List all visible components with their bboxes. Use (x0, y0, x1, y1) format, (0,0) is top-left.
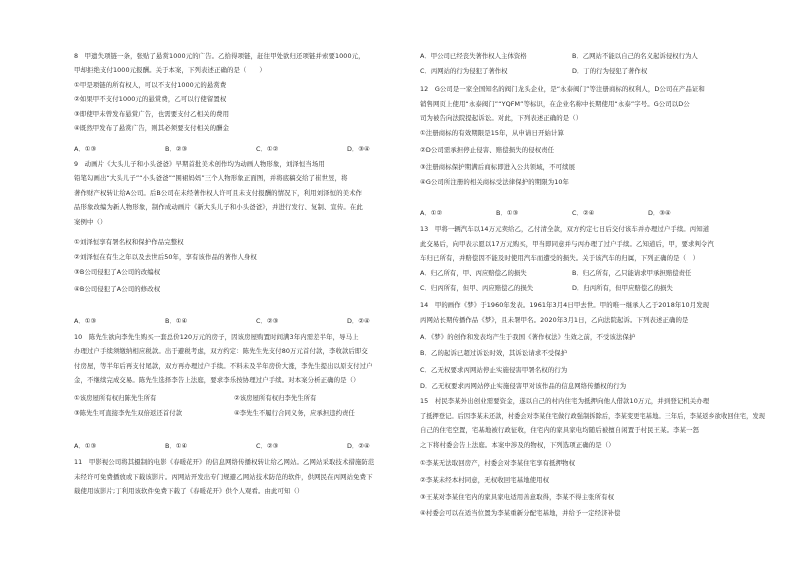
q10-stem-line-3: 付房屋，等半年后再支付尾款，双方再办理过户手续。不料未及半年房价大涨，李先生提出以原支付过户 (74, 362, 373, 370)
q9-statement-1: ①刘泽恒享有署名权和保护作品完整权 (74, 238, 184, 246)
q9-stem-line-5: 案例中（） (74, 218, 107, 226)
q15-statement-3: ③王某对李某住宅内的家具家电适用善意取得，李某不得主张所有权 (420, 493, 615, 501)
q12-options (420, 209, 765, 217)
q8-option-b[interactable]: B．②③ (165, 145, 188, 153)
q11-options-row-1 (420, 52, 765, 60)
q12-statement-4: ④G公司所注册的相关商标受法律保护的期限为10年 (420, 178, 570, 186)
q11-option-b[interactable]: B．乙网站不能以自己的名义起诉侵权行为人 (572, 52, 698, 60)
q15-stem-line-3: 自己的住宅空置，宅基地被行政征收，住宅内的家具家电均随后被擅自闲置于村民王某。李某一怒 (420, 426, 700, 434)
q9-statement-4: ④B公司侵犯了A公司的修改权 (74, 285, 161, 293)
q9-option-c[interactable]: C．②③ (256, 317, 279, 325)
q9-option-d[interactable]: D．②④ (347, 317, 370, 325)
q10-option-b[interactable]: B．①④ (165, 442, 188, 450)
q10-option-d[interactable]: D．②④ (347, 442, 370, 450)
q14-stem-line-1: 14 甲的画作《梦》于1960年发表。1961年3月4日甲去世。甲的唯一继承人乙于2018年10月发现 (420, 301, 710, 309)
q9-statement-2: ②刘泽恒在有生之年以及去世后50年，享有该作品的著作人身权 (74, 253, 257, 261)
q10-option-a[interactable]: A．①③ (74, 442, 97, 450)
q9-stem-line-4: 品形象改编为新人物形象，制作成动画片《新大头儿子和小头爸爸》，并进行发行、复制、宣传。在此 (74, 203, 363, 211)
q11-option-c[interactable]: C．丙网站的行为侵犯了著作权 (420, 67, 508, 75)
q15-stem-line-1: 15 村民李某外出创业需要资金，遂以自己的村内住宅为抵押向他人借款10万元，并到登记机关办理 (420, 397, 710, 405)
q12-option-a[interactable]: A．①② (420, 209, 443, 217)
q13-stem-line-2: 此交易后，向甲表示愿以17万元购买，甲当即同意并与丙办理了过户手续。乙知道后，甲，要求判令汽 (420, 240, 714, 248)
q15-statement-4: ④村委会可以在适当位置为李某重新分配宅基地，并给予一定经济补偿 (420, 509, 621, 517)
q8-statement-4: ④既然甲发布了悬赏广告，则其必须要支付相关的酬金 (74, 124, 230, 132)
q13-option-d[interactable]: D．归丙所有，但甲应赔偿乙的损失 (572, 284, 673, 292)
q12-statement-1: ①注册商标的有效期限是15年，从申请日开始计算 (420, 129, 564, 137)
q12-option-b[interactable]: B．①③ (496, 209, 519, 217)
q13-option-a[interactable]: A．归乙所有，甲、丙应赔偿乙的损失 (420, 269, 527, 277)
q14-option-d[interactable]: D．乙无权要求丙网站停止实施侵害甲对该作品的信息网络传播权的行为 (420, 382, 627, 390)
q9-options (74, 317, 419, 325)
q13-options-row-1 (420, 269, 765, 277)
q14-option-a[interactable]: A．《梦》的创作和发表均产生于我国《著作权法》生效之前，不受该法保护 (420, 333, 636, 341)
q10-statements-row-1 (74, 394, 419, 402)
q10-statement-3: ③陈先生可直接李先生双倍返还首付款 (74, 409, 182, 417)
q12-statement-2: ②D公司需承担停止侵害、赔偿损失的侵权责任 (420, 146, 555, 154)
q11-options-row-2 (420, 67, 765, 75)
q11-option-a[interactable]: A．甲公司已经丧失著作权人主体资格 (420, 52, 527, 60)
q11-stem-line-3: 载使用该影片;丁利用该软件免费下载了《春暖花开》供个人观看。由此可知（） (74, 487, 304, 495)
q8-stem-line-2: 甲却拒绝支付1000元报酬。关于本案，下列表述正确的是（ ） (74, 66, 266, 74)
q10-statements-row-2 (74, 409, 419, 417)
q8-option-a[interactable]: A．①③ (74, 145, 97, 153)
q9-option-a[interactable]: A．①③ (74, 317, 97, 325)
q15-statement-2: ②李某未经本村同意，无权收回宅基地使用权 (420, 476, 550, 484)
q12-stem-line-1: 12 G公司是一家全国知名的阀门龙头企业，是“永泰阀门”等注册商标的权利人，D公司在产品证和 (420, 85, 705, 93)
q10-option-c[interactable]: C．②③ (256, 442, 279, 450)
q14-stem-line-2: 丙网站长期传播作品《梦》，且未署甲名。2020年3月1日，乙向法院起诉。下列表述正确的是 (420, 316, 689, 324)
q8-options (74, 145, 419, 153)
q9-stem-line-3: 著作财产权转让给A公司。后B公司在未经著作权人许可且未支付报酬的情况下，利用刘泽恒的美术作 (74, 189, 363, 197)
q13-option-b[interactable]: B．归乙所有，乙只能请求甲承担赔偿责任 (572, 269, 692, 277)
q13-options-row-2 (420, 284, 765, 292)
q10-options (74, 442, 419, 450)
q13-option-c[interactable]: C．归丙所有，但甲、丙应赔偿乙的损失 (420, 284, 534, 292)
q15-statement-1: ①李某无法取回房产，村委会对李某住宅享有抵押物权 (420, 459, 576, 467)
q12-stem-line-3: 司为被告向法院提起诉讼。对此，下列表述正确的是（） (420, 114, 583, 122)
q9-stem-line-2: 铅笔勾画出“大头儿子”“小头爸爸”“围裙妈妈”三个人物形象正面图，并将底稿交给了崔世昱，将 (74, 174, 348, 182)
q10-stem-line-1: 10 陈先生欲向李先生购买一套总价120万元的房子，因该房屋购置时间满3年内需差半年，导马上 (74, 333, 359, 341)
q15-stem-line-2: 了抵押登记。后因李某未还款，村委会对李某住宅做行政强制拆除后，李某变更宅基地。三年后，李某返乡欲收回住宅，发现 (420, 412, 765, 420)
q13-stem-line-3: 车归已所有，并赔偿因不能及时使用汽车而遭受的损失。关于该汽车的归属，下列正确的是（ ） (420, 254, 700, 262)
q14-option-b[interactable]: B．乙的起诉已超过诉讼时效，其诉讼请求不受保护 (420, 349, 568, 357)
q9-statement-3: ③B公司侵犯了A公司的改编权 (74, 268, 161, 276)
q10-stem-line-4: 金，不继续完成交易。陈先生选择李告上法庭，要求李乐按协理过户手续。对本案分析正确的是（） (74, 376, 360, 384)
q11-stem-line-1: 11 甲影视公司将其摄制的电影《春暖花开》的信息网络传播权转让给乙网站。乙网站采取技术措施防范 (74, 458, 375, 466)
q11-stem-line-2: 未经许可免费播放或下载该影片。丙网站开发出专门规避乙网站技术防范的软件，供网民在丙网站免费下 (74, 473, 373, 481)
q10-statement-2: ②该房屋所有权归李先生所有 (234, 394, 317, 402)
q11-option-d[interactable]: D．丁的行为侵犯了著作权 (572, 67, 648, 75)
q9-option-b[interactable]: B．①④ (165, 317, 188, 325)
q8-stem-line-1: 8 甲遗失项链一条，张贴了悬赏1000元的广告。乙拾得项链，赶往甲处欲归还项链并索要1000元， (74, 52, 365, 60)
q8-statement-2: ②如果甲不支付1000元的悬赏费，乙可以行使留置权 (74, 95, 227, 103)
q12-option-d[interactable]: D．③④ (648, 209, 671, 217)
q8-statement-3: ③即使甲未曾发布悬赏广告，也需要支付乙相关的费用 (74, 110, 230, 118)
q12-stem-line-2: 销售网页上使用“永泰阀门”“YQFM”等标识，在企业名称中长期使用“永泰”字号。G公司以D公 (420, 100, 690, 108)
q12-option-c[interactable]: C．②④ (572, 209, 595, 217)
q8-option-c[interactable]: C．①② (256, 145, 279, 153)
q10-statement-1: ①该房屋所有权归陈先生所有 (74, 394, 157, 402)
q13-stem-line-1: 13 甲将一辆汽车以14万元卖给乙，乙付清全款，双方约定七日后交付该车并办理过户手续。丙知道 (420, 225, 710, 233)
q8-option-d[interactable]: D．③④ (347, 145, 370, 153)
q8-statement-1: ①甲是项链的所有权人，可以不支付1000元的悬赏费 (74, 81, 227, 89)
q9-stem-line-1: 9 动画片《大头儿子和小头爸爸》早期首批美术创作均为动画人物形象，刘泽恒当场用 (74, 160, 325, 168)
q10-stem-line-2: 办理过户手续须缴纳相应税款。出于避税考虑，双方约定：陈先生先支付80万元首付款，李收款后即交 (74, 347, 368, 355)
q14-option-c[interactable]: C．乙无权要求丙网站停止实施侵害甲署名权的行为 (420, 366, 568, 374)
q15-stem-line-4: 之下将村委会告上法庭。本案中涉及的物权，下列选项正确的是（） (420, 441, 615, 449)
q12-statement-3: ③注册商标保护期满后商标即进入公共领域，不可续展 (420, 163, 576, 171)
q10-statement-4: ④李先生不履行合同义务，应承担违约责任 (234, 409, 355, 417)
